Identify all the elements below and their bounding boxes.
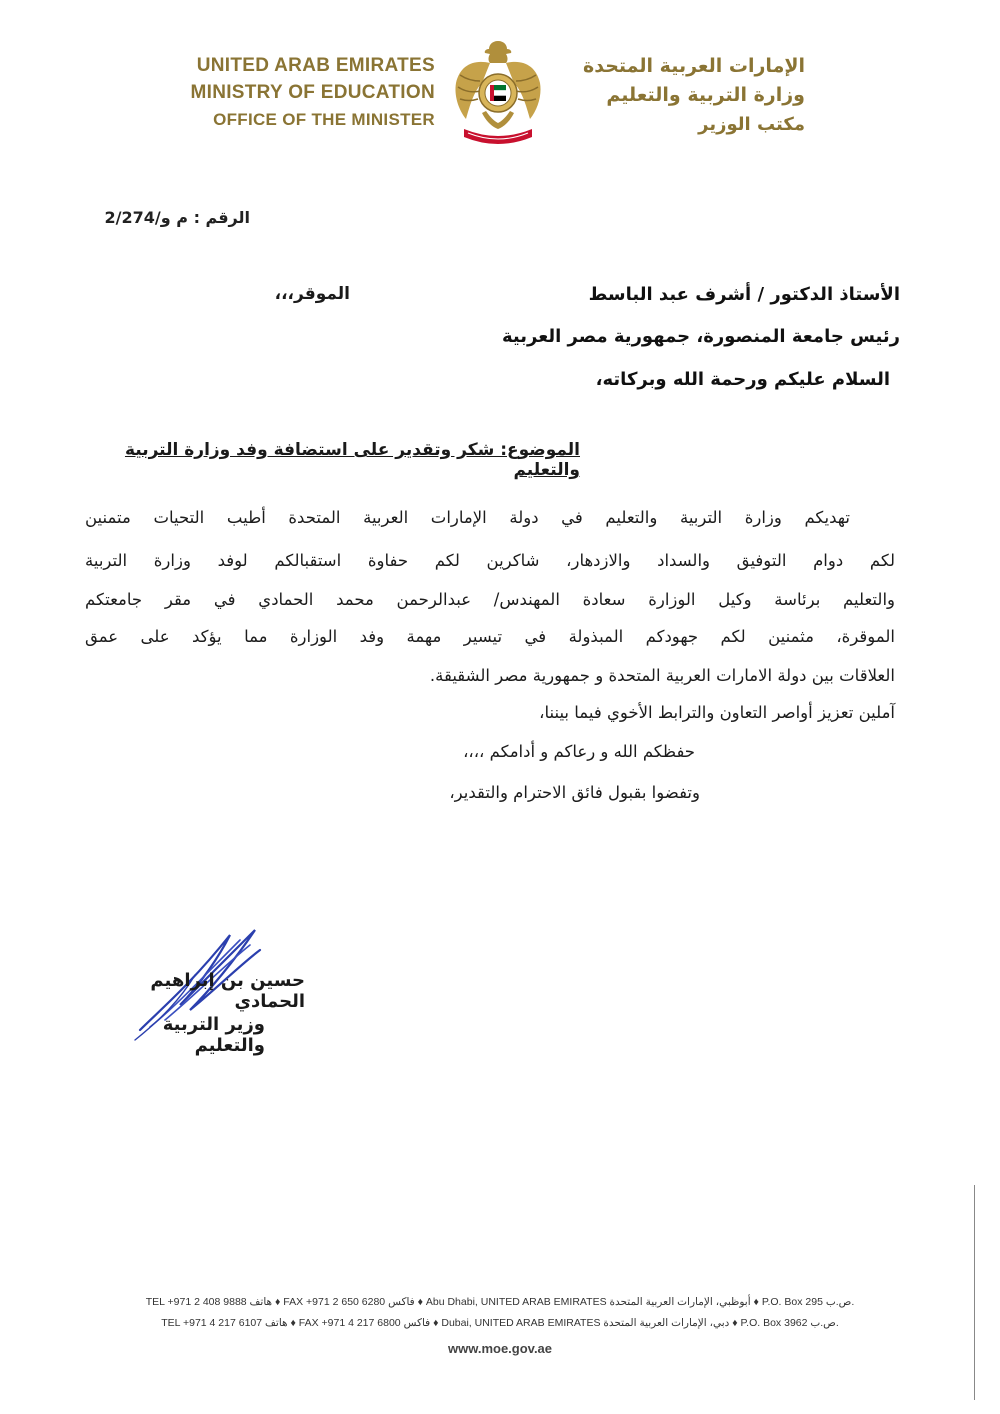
footer-dubai: TEL +971 4 217 6107 هاتف ♦ FAX +971 4 217 6800 فاكس ♦ Dubai, UNITED ARAB EMIRATES دبي، الإمارات العربية المتحدة ♦ P.O. Box 3962 ص.ب. (161, 1317, 839, 1329)
closing-regards: وتفضوا بقبول فائق الاحترام والتقدير، (449, 783, 700, 802)
body-line-5: العلاقات بين دولة الامارات العربية المتحدة و جمهورية مصر الشقيقة. (429, 666, 895, 685)
letterhead-english (150, 52, 435, 133)
website-link[interactable]: www.moe.gov.ae (447, 1341, 553, 1356)
recipient-honorific: الموقر،،، (274, 284, 350, 304)
letterhead-office: OFFICE OF THE MINISTER (213, 110, 435, 129)
scan-edge-line (974, 1185, 975, 1400)
closing-blessing: حفظكم الله و رعاكم و أدامكم ،،،، (463, 742, 695, 761)
body-line-1: تهديكم وزارة التربية والتعليم في دولة الإمارات العربية المتحدة أطيب التحيات متمنين (85, 508, 850, 527)
letterhead-ministry: MINISTRY OF EDUCATION (190, 82, 435, 103)
letterhead-country: UNITED ARAB EMIRATES (196, 55, 435, 76)
letterhead-office-ar: مكتب الوزير (698, 114, 805, 135)
uae-emblem-icon (452, 35, 544, 147)
greeting: السلام عليكم ورحمة الله وبركاته، (595, 369, 890, 390)
body-line-3: والتعليم برئاسة وكيل الوزارة سعادة المهندس/ عبدالرحمن محمد الحمادي في مقر جامعتكم (85, 590, 895, 609)
letterhead-arabic (545, 52, 805, 139)
letterhead-ministry-ar: وزارة التربية والتعليم (606, 84, 805, 106)
reference-number: الرقم : م و/2/274 (104, 208, 250, 227)
body-line-6: آملين تعزيز أواصر التعاون والترابط الأخوي فيما بيننا، (539, 703, 895, 722)
signatory-name: حسين بن إبراهيم الحمادي (150, 970, 305, 1012)
signatory-title: وزير التربية والتعليم (162, 1014, 265, 1056)
recipient-name: الأستاذ الدكتور / أشرف عبد الباسط (588, 284, 900, 305)
body-line-2: لكم دوام التوفيق والسداد والازدهار، شاكرين لكم حفاوة استقبالكم لوفد وزارة التربية (85, 551, 895, 570)
letterhead-country-ar: الإمارات العربية المتحدة (583, 55, 805, 77)
footer-abu-dhabi: TEL +971 2 408 9888 هاتف ♦ FAX +971 2 650 6280 فاكس ♦ Abu Dhabi, UNITED ARAB EMIRATES أبوظبي، الإمارات العربية المتحدة ♦ P.O. Box 295 ص.ب. (145, 1296, 855, 1308)
body-line-4: الموقرة، مثمنين لكم جهودكم المبذولة في تيسير مهمة وفد الوزارة مما يؤكد على عمق (85, 627, 895, 646)
recipient-position: رئيس جامعة المنصورة، جمهورية مصر العربية (501, 326, 900, 347)
subject-line: الموضوع: شكر وتقدير على استضافة وفد وزارة التربية والتعليم (124, 440, 580, 480)
